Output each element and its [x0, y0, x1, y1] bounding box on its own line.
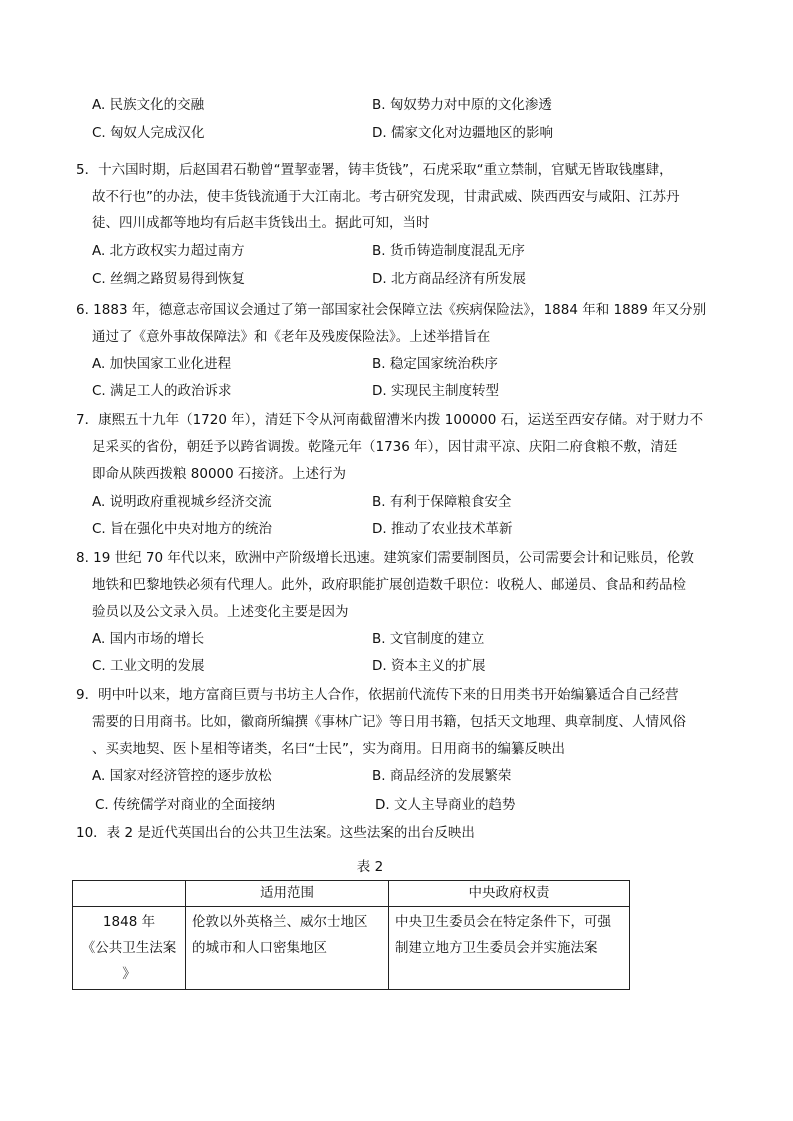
q8-option-b[interactable]: B. 文官制度的建立 — [372, 631, 485, 647]
q9-option-c[interactable]: C. 传统儒学对商业的全面接纳 — [95, 797, 276, 813]
table-header-row — [73, 881, 630, 907]
q4-option-d[interactable]: D. 儒家文化对边疆地区的影响 — [372, 125, 553, 141]
q4-options-row-2 — [92, 124, 732, 142]
q9-options-row-1 — [92, 767, 732, 785]
public-health-table — [72, 880, 630, 990]
q5-options-row-1 — [92, 242, 732, 260]
table-cell-central-duties — [389, 907, 630, 990]
q6-option-d[interactable]: D. 实现民主制度转型 — [372, 383, 499, 399]
table-header-central-duties: 中央政府权责 — [389, 881, 630, 907]
q5-option-b[interactable]: B. 货币铸造制度混乱无序 — [372, 243, 525, 259]
table-cell-act — [73, 907, 186, 990]
q7-stem-line-2: 足采买的省份，朝廷予以跨省调拨。乾隆元年（1736 年），因甘肃平凉、庆阳二府食粮不敷，清廷 — [92, 439, 678, 455]
duties-line-1: 中央卫生委员会在特定条件下，可强 — [395, 914, 611, 930]
q6-options-row-2 — [92, 382, 732, 400]
q6-stem-line-1: 6. 1883 年，德意志帝国议会通过了第一部国家社会保障立法《疾病保险法》，1884 年和 1889 年又分别 — [76, 302, 707, 318]
q5-options-row-2 — [92, 270, 732, 288]
q4-option-c[interactable]: C. 匈奴人完成汉化 — [92, 125, 205, 141]
q8-option-d[interactable]: D. 资本主义的扩展 — [372, 658, 486, 674]
q9-stem-line-3: 、买卖地契、医卜星相等诸类，名曰“士民”，实为商用。日用商书的编纂反映出 — [92, 741, 565, 757]
q7-options-row-2 — [92, 520, 732, 538]
q8-stem-line-1: 8. 19 世纪 70 年代以来，欧洲中产阶级增长迅速。建筑家们需要制图员，公司需要会计和记账员，伦敦 — [76, 550, 694, 566]
act-year: 1848 年 — [102, 914, 156, 930]
q8-options-row-1 — [92, 630, 732, 648]
q9-option-d[interactable]: D. 文人主导商业的趋势 — [375, 797, 516, 813]
q7-option-d[interactable]: D. 推动了农业技术革新 — [372, 521, 513, 537]
q5-option-a[interactable]: A. 北方政权实力超过南方 — [92, 243, 245, 259]
q5-stem-line-2: 故不行也”的办法，使丰货钱流通于大江南北。考古研究发现，甘肃武威、陕西西安与咸阳、江苏丹 — [92, 189, 680, 205]
scope-line-2: 的城市和人口密集地区 — [192, 940, 327, 956]
act-name-end: 》 — [122, 966, 136, 982]
q9-options-row-2 — [95, 796, 735, 814]
q5-stem-line-3: 徒、四川成都等地均有后赵丰货钱出土。据此可知，当时 — [92, 215, 430, 231]
table-cell-scope — [186, 907, 389, 990]
q7-option-a[interactable]: A. 说明政府重视城乡经济交流 — [92, 494, 272, 510]
table-row — [73, 907, 630, 990]
q7-stem-line-1: 7．康熙五十九年（1720 年），清廷下令从河南截留漕米内拨 100000 石，运送至西安存储。对于财力不 — [76, 412, 704, 428]
q6-option-b[interactable]: B. 稳定国家统治秩序 — [372, 356, 498, 372]
q4-option-a[interactable]: A. 民族文化的交融 — [92, 97, 205, 113]
q9-stem-line-2: 需要的日用商书。比如，徽商所编撰《事林广记》等日用书籍，包括天文地理、典章制度、人情风俗 — [92, 714, 686, 730]
q6-option-c[interactable]: C. 满足工人的政治诉求 — [92, 383, 232, 399]
act-name: 《公共卫生法案 — [81, 940, 177, 956]
q4-option-b[interactable]: B. 匈奴势力对中原的文化渗透 — [372, 97, 552, 113]
q7-stem-line-3: 即命从陕西拨粮 80000 石接济。上述行为 — [92, 466, 347, 482]
q8-option-c[interactable]: C. 工业文明的发展 — [92, 658, 205, 674]
q5-option-c[interactable]: C. 丝绸之路贸易得到恢复 — [92, 271, 246, 287]
q7-option-b[interactable]: B. 有利于保障粮食安全 — [372, 494, 512, 510]
q6-options-row-1 — [92, 355, 732, 373]
duties-line-2: 制建立地方卫生委员会并实施法案 — [395, 940, 598, 956]
q6-stem-line-2: 通过了《意外事故保障法》和《老年及残废保险法》。上述举措旨在 — [92, 329, 491, 345]
q8-options-row-2 — [92, 657, 732, 675]
q7-options-row-1 — [92, 493, 732, 511]
table-header-empty — [73, 881, 186, 907]
q8-option-a[interactable]: A. 国内市场的增长 — [92, 631, 205, 647]
q6-option-a[interactable]: A. 加快国家工业化进程 — [92, 356, 232, 372]
q5-option-d[interactable]: D. 北方商品经济有所发展 — [372, 271, 526, 287]
q9-stem-line-1: 9．明中叶以来，地方富商巨贾与书坊主人合作，依据前代流传下来的日用类书开始编纂适合自己经营 — [76, 687, 679, 703]
q8-stem-line-2: 地铁和巴黎地铁必须有代理人。此外，政府职能扩展创造数千职位：收税人、邮递员、食品和药品检 — [92, 577, 686, 593]
q8-stem-line-3: 验员以及公文录入员。上述变化主要是因为 — [92, 604, 349, 620]
q10-stem: 10．表 2 是近代英国出台的公共卫生法案。这些法案的出台反映出 — [76, 825, 475, 841]
scope-line-1: 伦敦以外英格兰、威尔士地区 — [192, 914, 368, 930]
table-caption: 表 2 — [356, 859, 384, 875]
q5-stem-line-1: 5．十六国时期，后赵国君石勒曾“置挈壶署，铸丰货钱”，石虎采取“重立禁制，官赋无皆取钱廛肆， — [76, 162, 673, 178]
q4-options-row-1 — [92, 96, 732, 114]
q9-option-b[interactable]: B. 商品经济的发展繁荣 — [372, 768, 512, 784]
table-header-scope: 适用范围 — [186, 881, 389, 907]
q9-option-a[interactable]: A. 国家对经济管控的逐步放松 — [92, 768, 272, 784]
q7-option-c[interactable]: C. 旨在强化中央对地方的统治 — [92, 521, 273, 537]
